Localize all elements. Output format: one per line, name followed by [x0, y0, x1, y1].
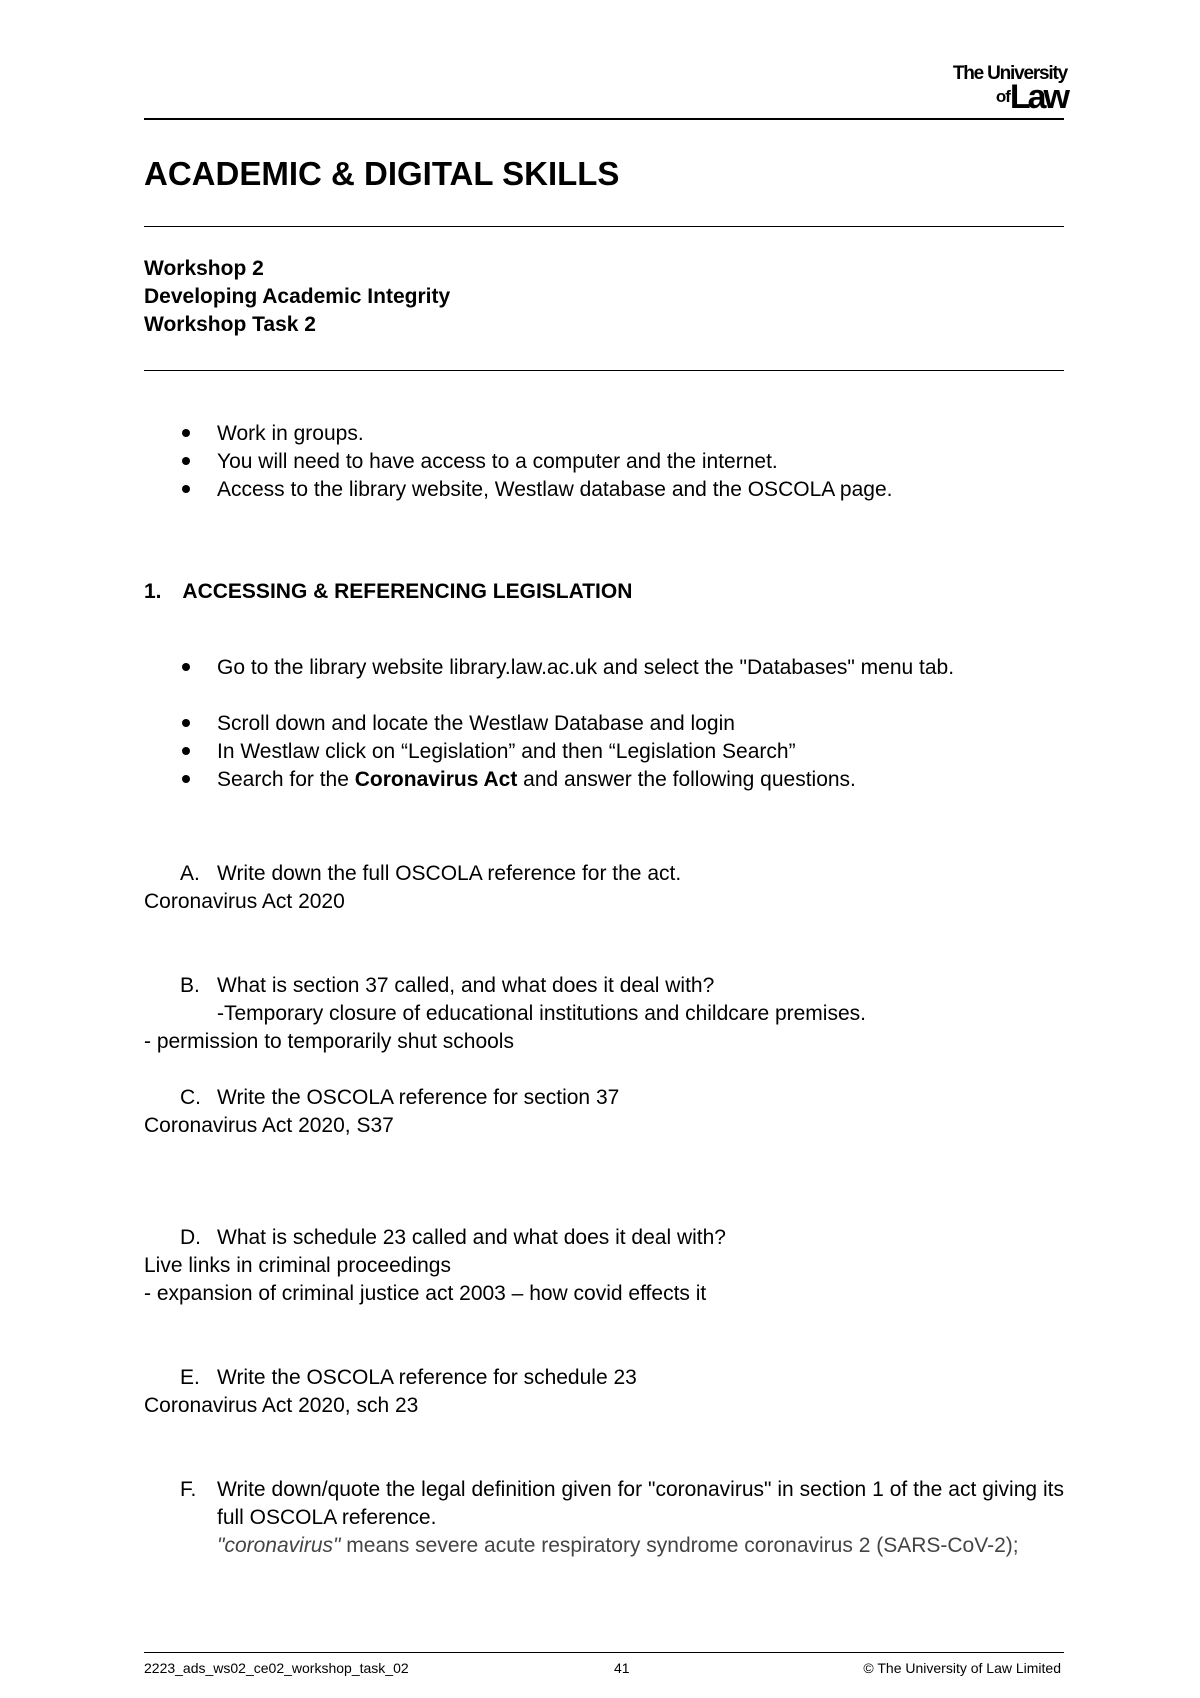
- divider-2: [144, 370, 1064, 371]
- answer-d-1: Live links in criminal proceedings: [144, 1254, 451, 1277]
- question-d: D. What is schedule 23 called and what does it deal with?: [180, 1226, 726, 1249]
- coronavirus-act-bold: Coronavirus Act: [354, 768, 518, 791]
- question-a: A. Write down the full OSCOLA reference for the act.: [180, 862, 682, 885]
- step-bullet: Go to the library website library.law.ac.uk and select the "Databases" menu tab.: [180, 654, 1064, 682]
- intro-bullet: You will need to have access to a computer and the internet.: [180, 448, 1064, 476]
- answer-d-2: - expansion of criminal justice act 2003 – how covid effects it: [144, 1282, 707, 1305]
- question-c: C. Write the OSCOLA reference for section 37: [180, 1086, 620, 1109]
- footer-rule: [144, 1652, 1064, 1653]
- workshop-number: Workshop 2: [144, 257, 264, 280]
- divider-1: [144, 226, 1064, 227]
- footer-page-number: 41: [614, 1660, 630, 1676]
- step-bullet: Search for the Coronavirus Act and answer the following questions.: [180, 766, 1064, 794]
- logo-line-1: The University: [952, 63, 1067, 84]
- question-b: B. What is section 37 called, and what does it deal with?: [180, 974, 715, 997]
- question-f: F. Write down/quote the legal definition given for "coronavirus" in section 1 of the act giving its full OSCOLA reference. "coronavirus" means severe acute respiratory syndrome coronavirus 2 (SARS-CoV-2);: [180, 1476, 1064, 1560]
- section-title: ACCESSING & REFERENCING LEGISLATION: [182, 580, 633, 603]
- step-bullet: In Westlaw click on “Legislation” and then “Legislation Search”: [180, 738, 1064, 766]
- intro-bullet: Access to the library website, Westlaw database and the OSCOLA page.: [180, 476, 1064, 504]
- answer-f-quote: "coronavirus" means severe acute respiratory syndrome coronavirus 2 (SARS-CoV-2);: [217, 1534, 1019, 1557]
- university-of-law-logo: [953, 64, 1067, 114]
- answer-c: Coronavirus Act 2020, S37: [144, 1114, 394, 1137]
- section-number: 1.: [144, 580, 162, 603]
- logo-law: Law: [1009, 78, 1067, 116]
- workshop-task: Workshop Task 2: [144, 313, 316, 336]
- answer-a: Coronavirus Act 2020: [144, 890, 345, 913]
- footer-filename: 2223_ads_ws02_ce02_workshop_task_02: [144, 1660, 409, 1676]
- intro-bullet: Work in groups.: [180, 420, 1064, 448]
- logo-of: of: [995, 87, 1010, 106]
- header-rule: [144, 118, 1064, 120]
- workshop-name: Developing Academic Integrity: [144, 285, 451, 308]
- page-title: ACADEMIC & DIGITAL SKILLS: [144, 155, 620, 192]
- answer-b-1: -Temporary closure of educational institutions and childcare premises.: [217, 1002, 866, 1025]
- section-heading: [144, 580, 632, 604]
- answer-e: Coronavirus Act 2020, sch 23: [144, 1394, 419, 1417]
- answer-b-2: - permission to temporarily shut schools: [144, 1030, 514, 1053]
- question-e: E. Write the OSCOLA reference for schedule 23: [180, 1366, 637, 1389]
- footer-copyright: © The University of Law Limited: [863, 1660, 1061, 1676]
- step-bullet: Scroll down and locate the Westlaw Database and login: [180, 710, 1064, 738]
